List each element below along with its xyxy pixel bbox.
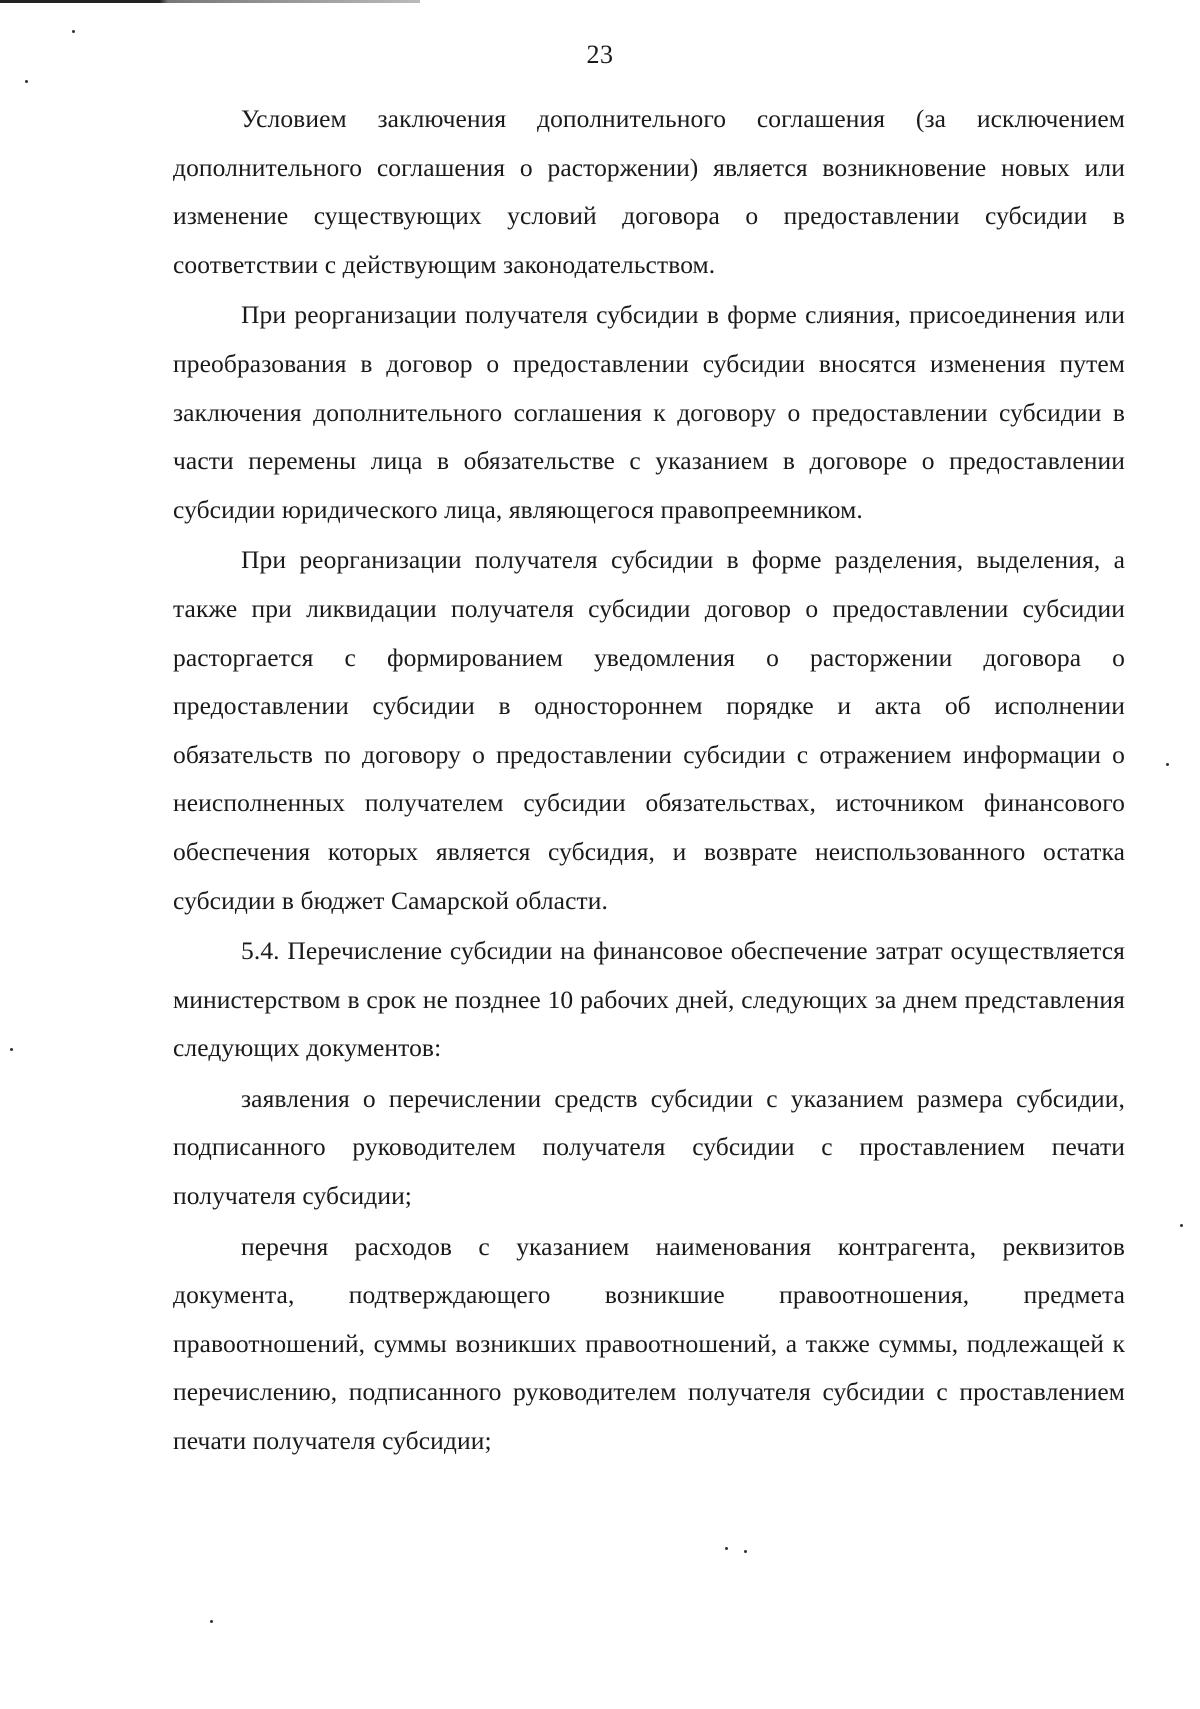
paragraph: заявления о перечислении средств субсидии с указанием размера субсидии, подписанного руководителем получателя субсидии с проставлением печати получателя субсидии; bbox=[173, 1083, 1125, 1211]
paragraph: Условием заключения дополнительного соглашения (за исключением дополнительного соглашения о расторжении) является возникновение новых или изменение существующих условий договора о предоставлении субсидии в соответствии с действующим законодательством. bbox=[173, 104, 1125, 279]
paragraph: При реорганизации получателя субсидии в форме разделения, выделения, а также при ликвидации получателя субсидии договор о предоставлении субсидии расторгается с формированием уведомления о расторжении договора о предоставлении субсидии в одностороннем порядке и акта об исполнении обязательств по договору о предоставлении субсидии с отражением информации о неисполненных получателем субсидии обязательствах, источником финансового обеспечения которых является субсидия, и возврате неиспользованного остатка субсидии в бюджет Самарской области. bbox=[173, 545, 1125, 915]
document-body bbox=[173, 95, 1125, 1466]
scan-speck bbox=[744, 1550, 747, 1553]
scan-speck bbox=[72, 30, 75, 33]
paragraph: При реорганизации получателя субсидии в форме слияния, присоединения или преобразования в договор о предоставлении субсидии вносятся изменения путем заключения дополнительного соглашения к договору о предоставлении субсидии в части перемены лица в обязательстве с указанием в договоре о предоставлении субсидии юридического лица, являющегося правопреемником. bbox=[173, 300, 1125, 524]
scan-edge-line bbox=[0, 0, 420, 3]
scan-speck bbox=[25, 80, 28, 83]
scan-speck bbox=[1180, 1224, 1183, 1227]
scan-speck bbox=[1166, 763, 1169, 766]
scan-speck bbox=[725, 1547, 728, 1550]
scan-speck bbox=[10, 1048, 13, 1051]
page-number: 23 bbox=[586, 40, 614, 69]
paragraph: 5.4. Перечисление субсидии на финансовое обеспечение затрат осуществляется министерством в срок не позднее 10 рабочих дней, следующих за днем представления следующих документов: bbox=[173, 936, 1125, 1063]
scan-speck bbox=[210, 1620, 213, 1623]
paragraph: перечня расходов с указанием наименования контрагента, реквизитов документа, подтверждающего возникшие правоотношения, предмета правоотношений, суммы возникших правоотношений, а также суммы, подлежащей к перечислению, подписанного руководителем получателя субсидии с проставлением печати получателя субсидии; bbox=[173, 1231, 1125, 1456]
